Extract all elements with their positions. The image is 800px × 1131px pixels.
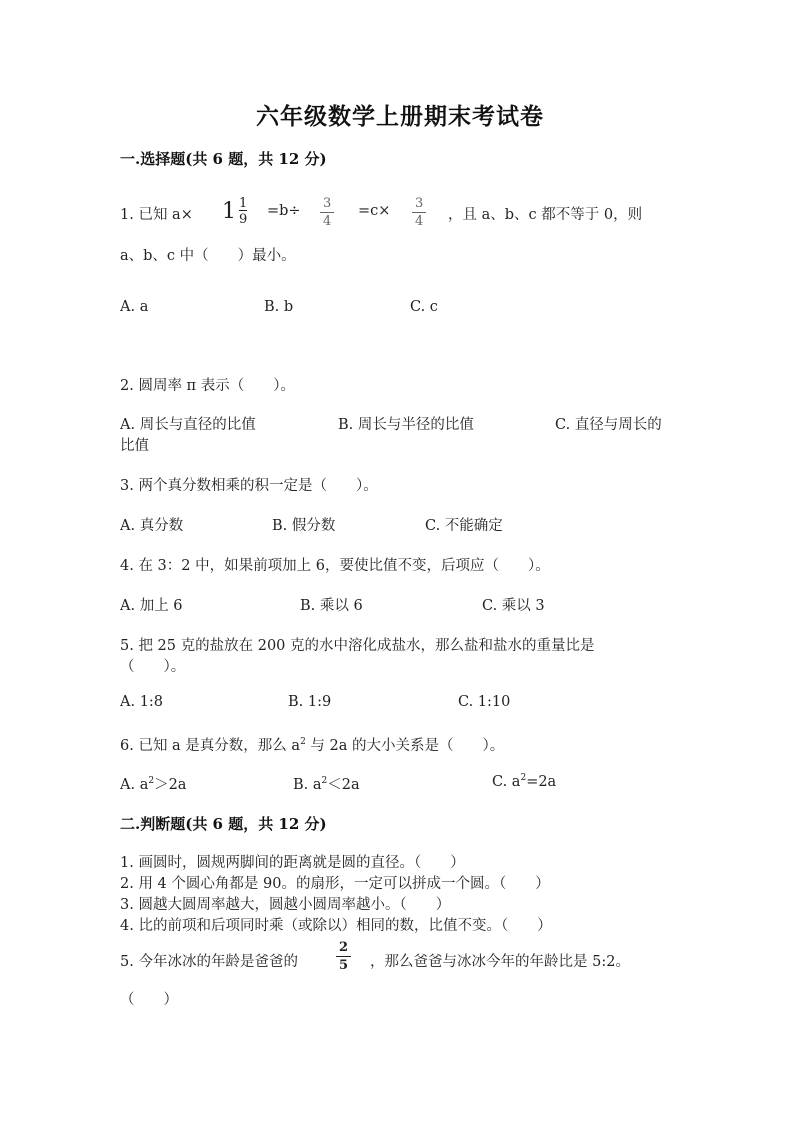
q1-text-part1: 1. 已知 a× (120, 207, 193, 223)
q1-mixed-num: 1 (239, 196, 248, 211)
q1-option-a: A. a (120, 299, 149, 315)
q4-text: 4. 在 3：2 中，如果前项加上 6，要使比值不变，后项应（ ）。 (120, 558, 550, 574)
q5-text-line2: （ ）。 (120, 659, 186, 675)
q1-option-b: B. b (264, 299, 294, 315)
q3-option-a: A. 真分数 (120, 518, 184, 534)
judge-item-1: 1. 画圆时，圆规两脚间的距离就是圆的直径。（ ） (120, 855, 465, 871)
judge-5-num: 2 (339, 940, 349, 955)
q6-option-c (492, 773, 556, 790)
q5-option-b: B. 1:9 (288, 694, 332, 710)
q6-option-c-base: C. a (492, 774, 521, 790)
q5-option-a: A. 1:8 (120, 694, 164, 710)
q4-option-c: C. 乘以 3 (482, 598, 545, 614)
q1-option-c: C. c (410, 299, 438, 315)
judge-5-den: 5 (339, 958, 349, 973)
q6-text (120, 734, 504, 755)
q5-option-c: C. 1:10 (458, 694, 511, 710)
q6-option-c-rest: =2a (526, 774, 557, 790)
q3-text: 3. 两个真分数相乘的积一定是（ ）。 (120, 478, 378, 494)
judge-item-2: 2. 用 4 个圆心角都是 90。的扇形，一定可以拼成一个圆。（ ） (120, 876, 550, 892)
q1-text-part2: =b÷ (267, 203, 301, 219)
judge-5-text-line2: （ ） (120, 992, 178, 1008)
q1-mixed-number (222, 197, 247, 226)
q1-text-part3: =c× (358, 203, 391, 219)
judge-item-3: 3. 圆越大圆周率越大，圆越小圆周率越小。（ ） (120, 897, 451, 913)
q6-text-part1: 6. 已知 a 是真分数，那么 a (120, 738, 301, 754)
judge-5-text-part1: 5. 今年冰冰的年龄是爸爸的 (120, 954, 298, 970)
q6-option-a (120, 773, 186, 794)
q6-option-a-exponent: 2 (148, 776, 155, 786)
q6-option-b (293, 773, 360, 794)
q6-option-b-rest: ＜2a (327, 777, 360, 793)
q1-f2-den: 4 (415, 214, 424, 229)
page-title: 六年级数学上册期末考试卷 (256, 103, 544, 130)
q1-text-part4: ，且 a、b、c 都不等于 0，则 (448, 207, 643, 223)
q1-f1-den: 4 (323, 214, 332, 229)
q2-option-a: A. 周长与直径的比值 (120, 417, 256, 433)
q2-text: 2. 圆周率 π 表示（ ）。 (120, 378, 295, 394)
q6-option-a-rest: ＞2a (154, 777, 187, 793)
q2-option-c-wrap: 比值 (120, 438, 149, 454)
q6-text-part2: 与 2a 的大小关系是（ ）。 (305, 738, 505, 754)
q6-exponent: 2 (300, 737, 306, 747)
q2-option-c: C. 直径与周长的 (555, 417, 662, 433)
q6-option-c-exponent: 2 (520, 773, 527, 783)
q1-f1-num: 3 (323, 196, 332, 211)
q6-option-b-exponent: 2 (321, 776, 328, 786)
q1-fraction-1 (320, 197, 334, 229)
q4-option-b: B. 乘以 6 (300, 598, 363, 614)
q1-mixed-den: 9 (239, 212, 248, 227)
section-heading-judge: 二.判断题(共 6 题，共 12 分) (120, 815, 327, 833)
q5-text-line1: 5. 把 25 克的盐放在 200 克的水中溶化成盐水，那么盐和盐水的重量比是 (120, 638, 595, 654)
q1-fraction-2 (412, 197, 426, 229)
q4-option-a: A. 加上 6 (120, 598, 183, 614)
judge-5-fraction (336, 941, 351, 973)
q1-mixed-fraction (239, 197, 247, 226)
q6-option-a-base: A. a (120, 777, 149, 793)
q3-option-b: B. 假分数 (272, 518, 336, 534)
q3-option-c: C. 不能确定 (425, 518, 503, 534)
q1-text-line2: a、b、c 中（ ）最小。 (120, 248, 296, 264)
q1-f2-num: 3 (415, 196, 424, 211)
judge-5-text-part2: ，那么爸爸与冰冰今年的年龄比是 5:2。 (370, 954, 630, 970)
q6-option-b-base: B. a (293, 777, 322, 793)
q1-mixed-whole: 1 (222, 199, 236, 224)
judge-item-4: 4. 比的前项和后项同时乘（或除以）相同的数，比值不变。（ ） (120, 918, 552, 934)
q2-option-b: B. 周长与半径的比值 (338, 417, 474, 433)
section-heading-choice: 一.选择题(共 6 题，共 12 分) (120, 150, 327, 168)
